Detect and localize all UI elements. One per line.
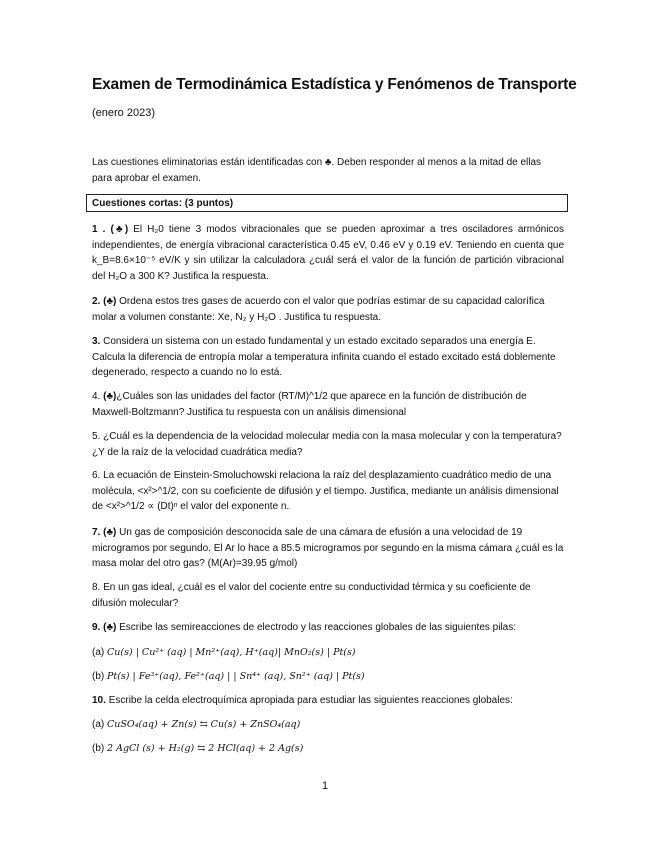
question-10 bbox=[92, 693, 564, 709]
reaction-equation: 2 AgCl (s) + H₂(g) ⇆ 2 HCl(aq) + 2 Ag(s) bbox=[107, 743, 304, 754]
reaction-a bbox=[92, 717, 564, 733]
cell-notation: Cu(s) | Cu²⁺ (aq) | Mn²⁺(aq), H⁺(aq)| MnO₂(s) | Pt(s) bbox=[107, 647, 356, 658]
question-text: ¿Cuál es la dependencia de la velocidad molecular media con la masa molecular y con la temperatura? ¿Y de la raíz de la velocidad cuadrática media? bbox=[92, 431, 562, 458]
question-8 bbox=[92, 580, 564, 611]
eliminatory-mark: (♣) bbox=[103, 391, 117, 402]
question-4 bbox=[92, 389, 564, 420]
eliminatory-mark: (♣) bbox=[103, 296, 117, 307]
question-number: 2. bbox=[92, 296, 101, 307]
question-number: 9. bbox=[92, 622, 101, 633]
item-label: (a) bbox=[92, 719, 105, 730]
question-number: 7. bbox=[92, 527, 101, 538]
item-label: (b) bbox=[92, 743, 105, 754]
page-number: 1 bbox=[322, 780, 329, 792]
question-text: Ordena estos tres gases de acuerdo con el valor que podrías estimar de su capacidad calorífica molar a volumen constante: Xe, N₂ y H₂O . Justifica tu respuesta. bbox=[92, 296, 545, 323]
question-number: 6. bbox=[92, 470, 101, 481]
section-header: Cuestiones cortas: (3 puntos) bbox=[86, 194, 568, 212]
question-2 bbox=[92, 294, 564, 325]
question-5 bbox=[92, 429, 564, 460]
question-text: Escribe las semireacciones de electrodo y las reacciones globales de las siguientes pilas: bbox=[119, 622, 517, 633]
eliminatory-mark: (♣) bbox=[110, 224, 129, 235]
reaction-equation: CuSO₄(aq) + Zn(s) ⇆ Cu(s) + ZnSO₄(aq) bbox=[107, 719, 301, 730]
question-number: 5. bbox=[92, 431, 101, 442]
item-label: (a) bbox=[92, 647, 105, 658]
question-number: 8. bbox=[92, 582, 101, 593]
question-6 bbox=[92, 468, 564, 515]
question-text: Un gas de composición desconocida sale de una cámara de efusión a una velocidad de 19 microgramos por segundo. El Ar lo hace a 85.5 microgramos por segundo en la misma cámara ¿cuál es la masa molar del otro gas? (M(Ar)=39.95 g/mol) bbox=[92, 527, 564, 570]
cell-b bbox=[92, 669, 564, 685]
question-text: ¿Cuáles son las unidades del factor (RT/M)^1/2 que aparece en la función de distribución de Maxwell-Boltzmann? Justifica tu respuesta con un análisis dimensional bbox=[92, 391, 527, 418]
question-7 bbox=[92, 525, 564, 572]
question-text: Escribe la celda electroquímica apropiada para estudiar las siguientes reacciones globales: bbox=[108, 695, 513, 706]
intro-paragraph: Las cuestiones eliminatorias están identificadas con ♣. Deben responder al menos a la mitad de ellas para aprobar el examen. bbox=[92, 157, 542, 184]
question-text: La ecuación de Einstein-Smoluchowski relaciona la raíz del desplazamiento cuadrático medio de una molécula, <x²>^1/2, con su coeficiente de difusión y el tiempo. Justifica, mediante un análisis dimensional de <x²>^1/2 ∝ (Dt)ⁿ el valor del exponente n. bbox=[92, 470, 559, 513]
item-label: (b) bbox=[92, 671, 105, 682]
page-title: Examen de Termodinámica Estadística y Fenómenos de Transporte bbox=[92, 76, 577, 93]
question-1 bbox=[92, 222, 564, 284]
question-text: En un gas ideal, ¿cuál es el valor del cociente entre su conductividad térmica y su coeficiente de difusión molecular? bbox=[92, 582, 531, 609]
eliminatory-mark: (♣) bbox=[103, 527, 117, 538]
exam-date: (enero 2023) bbox=[92, 107, 155, 119]
question-text: El H₂0 tiene 3 modos vibracionales que se pueden aproximar a tres osciladores armónicos independientes, de energía vibracional característica 0.45 eV, 0.46 eV y 0.19 eV. Teniendo en cuenta que k_B=8.6×10⁻⁵ eV/K y sin utilizar la calculadora ¿cuál será el valor de la función de partición vibracional del H₂O a 300 K? Justifica la respuesta. bbox=[92, 224, 564, 282]
question-number: 1 . bbox=[92, 224, 106, 235]
question-text: Considera un sistema con un estado fundamental y un estado excitado separados una energía E. Calcula la diferencia de entropía molar a temperatura infinita cuando el estado excitado está doblemente degenerado, respecto a cuando no lo está. bbox=[92, 336, 556, 379]
cell-a bbox=[92, 645, 564, 661]
cell-notation: Pt(s) | Fe³⁺(aq), Fe²⁺(aq) | | Sn⁴⁺ (aq), Sn²⁺ (aq) | Pt(s) bbox=[107, 671, 365, 682]
reaction-b bbox=[92, 741, 564, 757]
question-number: 3. bbox=[92, 336, 101, 347]
question-number: 10. bbox=[92, 695, 106, 706]
question-3 bbox=[92, 334, 564, 381]
eliminatory-mark: (♣) bbox=[103, 622, 117, 633]
question-9 bbox=[92, 620, 564, 636]
question-number: 4. bbox=[92, 391, 101, 402]
